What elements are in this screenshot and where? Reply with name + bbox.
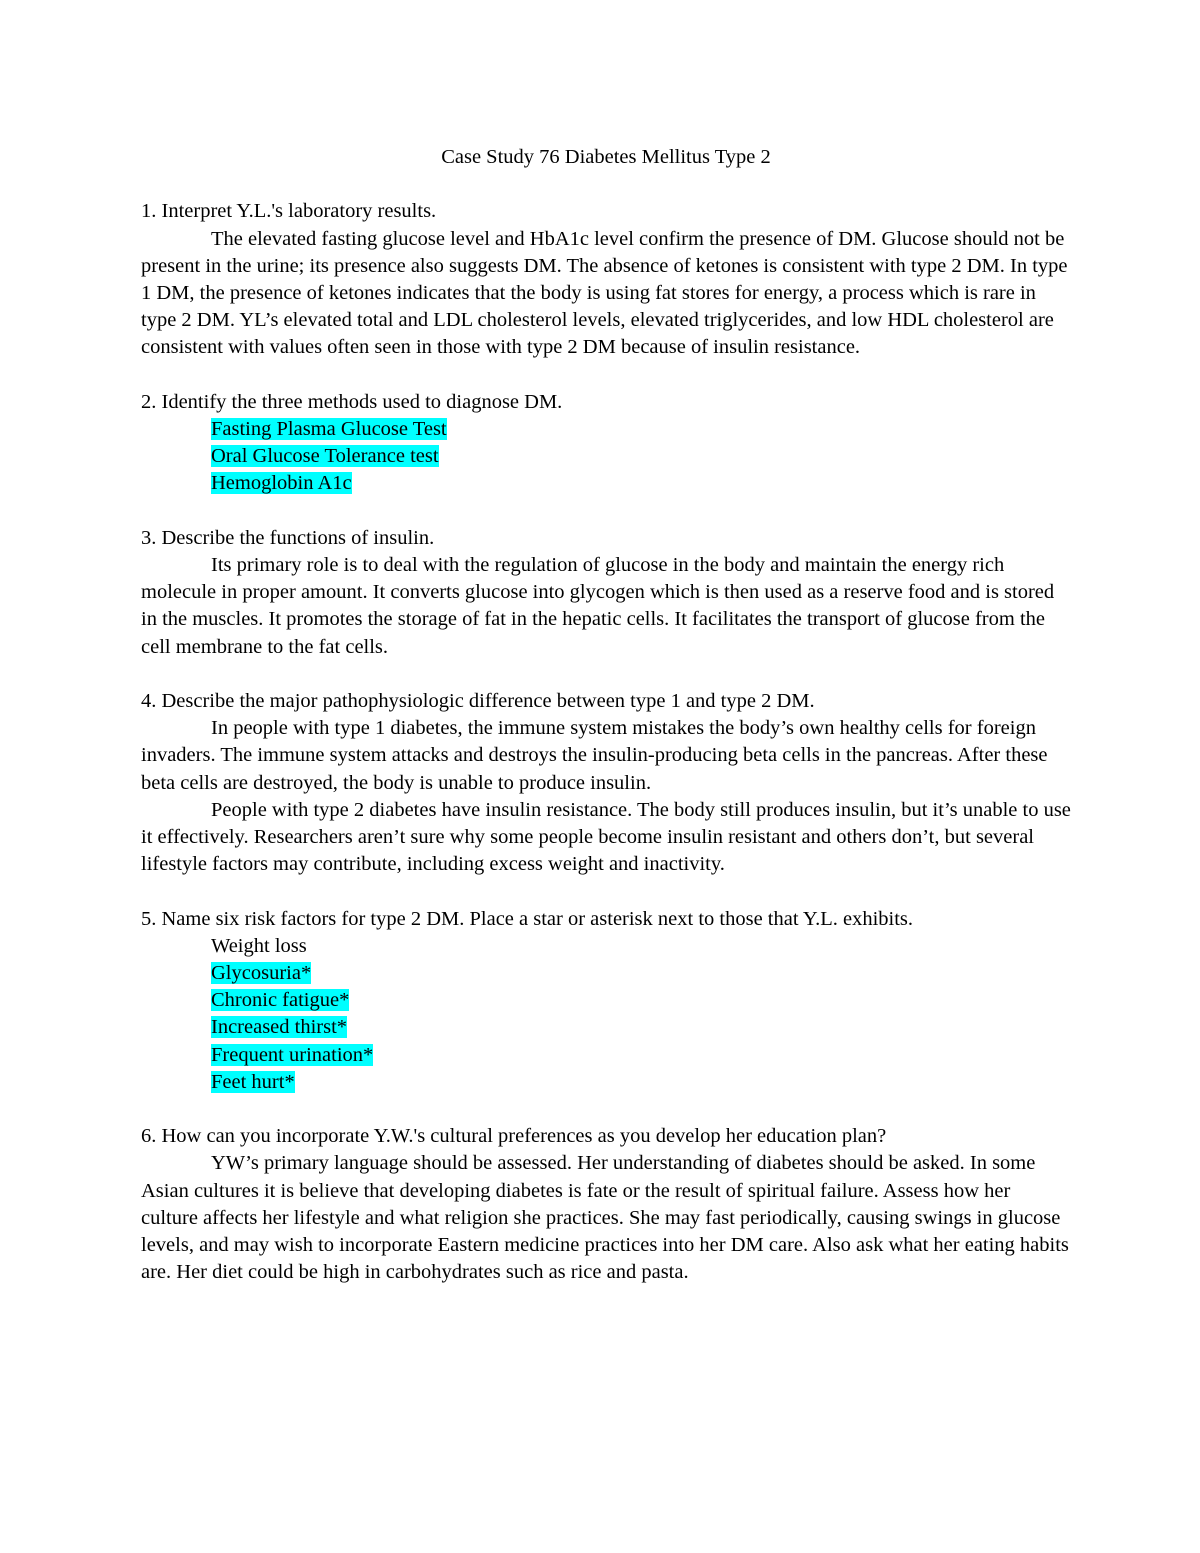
list-item [211,933,1071,960]
document-body [141,144,1071,1314]
answer-4-paragraph-type2: People with type 2 diabetes have insulin resistance. The body still produces insulin, but it’s unable to use it effectively. Researchers aren’t sure why some people become insulin resistant and others don’t, but several lifestyle factors may contribute, including excess weight and inactivity. [141,798,1071,876]
list-item [211,470,1071,497]
question-section-1 [141,198,1071,361]
highlighted-text: Hemoglobin A1c [211,472,352,495]
question-section-6 [141,1123,1071,1286]
list-item-text: Weight loss [211,934,307,957]
diagnosis-methods-list [141,416,1071,498]
question-6: 6. How can you incorporate Y.W.'s cultural preferences as you develop her education plan? [141,1125,887,1148]
highlighted-text: Chronic fatigue* [211,989,350,1012]
question-2: 2. Identify the three methods used to diagnose DM. [141,390,563,413]
list-item [211,987,1071,1014]
risk-factors-list [141,933,1071,1096]
list-item [211,416,1071,443]
list-item [211,443,1071,470]
answer-3-paragraph: Its primary role is to deal with the regulation of glucose in the body and maintain the energy rich molecule in proper amount. It converts glucose into glycogen which is then used as a reserve food and is stored in the muscles. It promotes the storage of fat in the hepatic cells. It facilitates the transport of glucose from the cell membrane to the fat cells. [141,554,1055,658]
document-title: Case Study 76 Diabetes Mellitus Type 2 [441,146,771,168]
answer-1-paragraph: The elevated fasting glucose level and HbA1c level confirm the presence of DM. Glucose should not be present in the urine; its presence also suggests DM. The absence of ketones is consistent with type 2 DM. In type 1 DM, the presence of ketones indicates that the body is using fat stores for energy, a process which is rare in type 2 DM. YL’s elevated total and LDL cholesterol levels, elevated triglycerides, and low HDL cholesterol are consistent with values often seen in those with type 2 DM because of insulin resistance. [141,227,1068,359]
question-4: 4. Describe the major pathophysiologic difference between type 1 and type 2 DM. [141,690,815,712]
highlighted-text: Oral Glucose Tolerance test [211,445,439,468]
list-item [211,1069,1071,1096]
answer-4-paragraph-type1: In people with type 1 diabetes, the immune system mistakes the body’s own healthy cells for foreign invaders. The immune system attacks and destroys the insulin-producing beta cells in the pancreas. After these beta cells are destroyed, the body is unable to produce insulin. [141,717,1048,794]
question-3: 3. Describe the functions of insulin. [141,526,435,549]
question-section-2 [141,389,1071,498]
highlighted-text: Frequent urination* [211,1043,374,1066]
list-item [211,1042,1071,1069]
list-item [211,960,1071,987]
question-section-3 [141,525,1071,661]
list-item [211,1014,1071,1041]
highlighted-text: Feet hurt* [211,1070,295,1093]
highlighted-text: Increased thirst* [211,1016,348,1039]
question-section-5 [141,906,1071,1096]
question-1: 1. Interpret Y.L.'s laboratory results. [141,200,437,223]
highlighted-text: Fasting Plasma Glucose Test [211,418,447,440]
answer-6-paragraph: YW’s primary language should be assessed. Her understanding of diabetes should be asked. In some Asian cultures it is believe that developing diabetes is fate or the result of spiritual failure. Assess how her culture affects her lifestyle and what religion she practices. She may fast periodically, causing swings in glucose levels, and may wish to incorporate Eastern medicine practices into her DM care. Also ask what her eating habits are. Her diet could be high in carbohydrates such as rice and pasta. [141,1152,1069,1284]
question-section-4 [141,688,1071,878]
question-5: 5. Name six risk factors for type 2 DM. Place a star or asterisk next to those that Y.L. exhibits. [141,907,914,930]
highlighted-text: Glycosuria* [211,962,312,985]
